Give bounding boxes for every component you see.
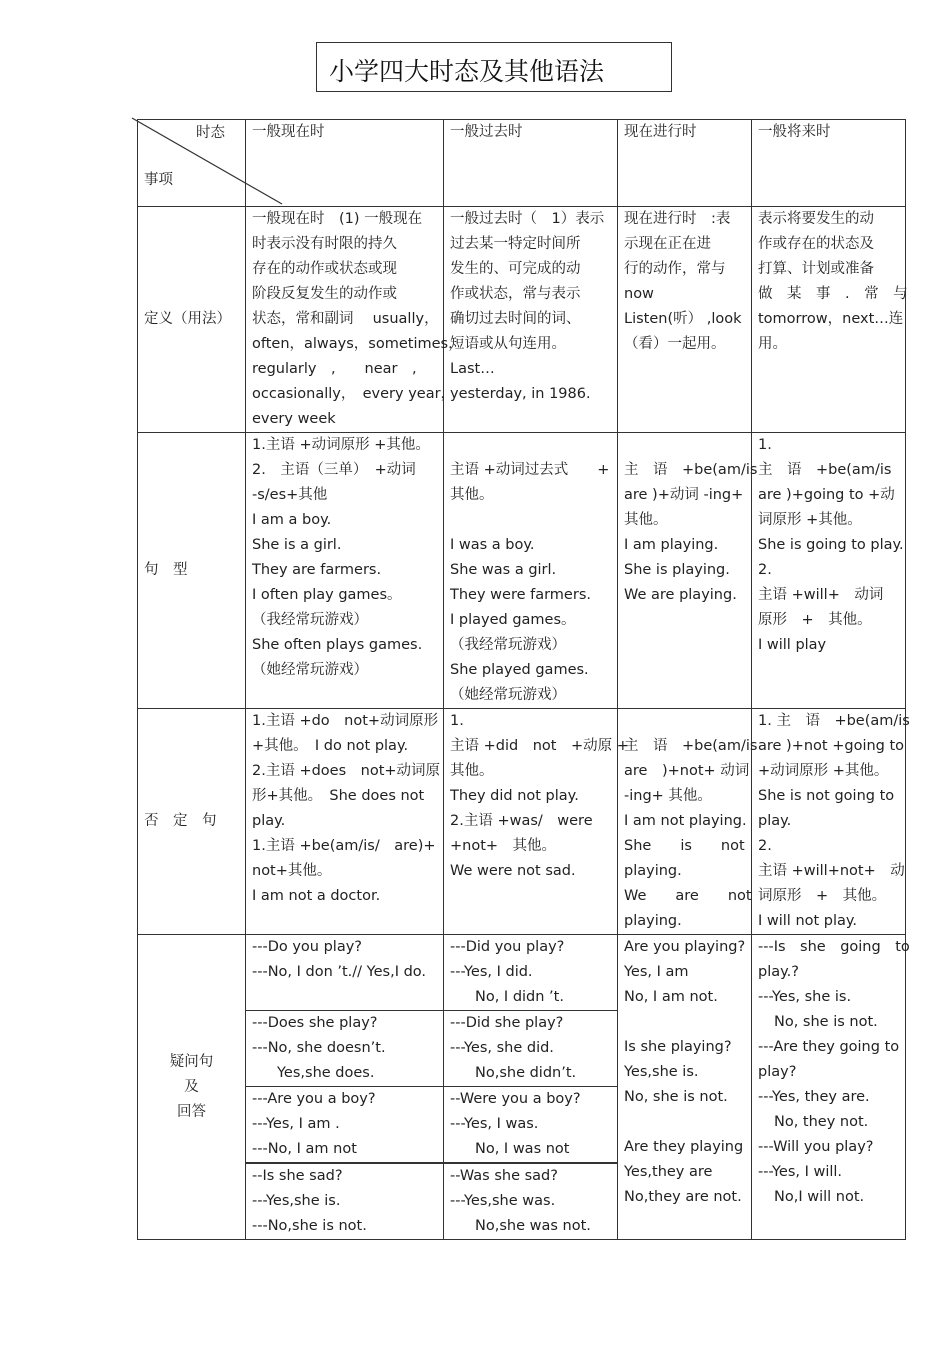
qa-line: --Was she sad? — [450, 1168, 558, 1184]
definition-past — [444, 207, 618, 433]
cell-line: 过去某一特定时间所 — [450, 236, 581, 252]
qa-line: ---Yes, I was. — [450, 1116, 539, 1132]
cell-line: She is a girl. — [252, 537, 342, 553]
cell-line: +动词原形 +其他。 — [758, 763, 889, 779]
qa-line: No, I was not — [475, 1141, 570, 1157]
cell-line — [624, 1010, 745, 1035]
cell-line: ---Yes, I will. — [758, 1164, 843, 1180]
qa-line: ---Did you play? — [450, 939, 565, 955]
cell-line: I played games。 — [450, 612, 576, 628]
definition-row — [138, 207, 906, 433]
question-label-line: 及 — [184, 1078, 199, 1095]
qa-line: No,she was not. — [475, 1218, 591, 1234]
cell-line: play? — [758, 1064, 797, 1080]
cell-line: 示现在正在进 — [624, 236, 711, 252]
cell-line: They did not play. — [450, 788, 579, 804]
cell-line: 一般过去时（ 1）表示 — [450, 211, 605, 227]
cell-line: 2.主语 +was/ were — [450, 813, 593, 829]
cell-line: She was a girl. — [450, 562, 557, 578]
cell-line: 其他。 — [624, 512, 668, 528]
cell-line: +其他。 I do not play. — [252, 738, 409, 754]
cell-line: 短语或从句连用。 — [450, 336, 566, 352]
qa-line: ---Yes, I am . — [252, 1116, 340, 1132]
corner-top-label: 时态 — [196, 125, 225, 141]
negative-present — [246, 709, 444, 935]
cell-line: 2. — [758, 838, 772, 854]
cell-line — [624, 433, 745, 458]
cell-line: ---Will you play? — [758, 1139, 874, 1155]
definition-label: 定义（用法） — [138, 207, 246, 433]
cell-line: She is not — [624, 838, 745, 854]
pattern-future — [752, 433, 906, 709]
qa-line: ---Did she play? — [450, 1015, 564, 1031]
negative-progressive — [618, 709, 758, 935]
question-label-line: 疑问句 — [169, 1053, 214, 1070]
cell-line: 1.主语 +动词原形 +其他。 — [252, 437, 430, 453]
cell-line: 2. — [758, 562, 772, 578]
question-label-line: 回答 — [177, 1103, 206, 1120]
negative-label: 否 定 句 — [138, 709, 246, 935]
cell-line: 形+其他。 She does not — [252, 788, 425, 804]
cell-line — [624, 709, 745, 734]
cell-line: I will play — [758, 637, 827, 653]
cell-line — [450, 433, 611, 458]
cell-line: （她经常玩游戏） — [252, 662, 368, 678]
definition-present — [246, 207, 463, 433]
cell-line: are )+not +going to — [758, 738, 905, 754]
cell-line: We were not sad. — [450, 863, 576, 879]
cell-line: play.? — [758, 964, 799, 980]
cell-line: She played games. — [450, 662, 589, 678]
qa-line: --Were you a boy? — [450, 1091, 581, 1107]
cell-line: 其他。 — [450, 763, 494, 779]
negative-past — [444, 709, 629, 935]
cell-line: Yes, I am — [624, 964, 689, 980]
cell-line: 一般现在时 (1) 一般现在 — [252, 211, 423, 227]
cell-line: No,I will not. — [774, 1189, 865, 1205]
cell-line: are )+not+ 动词 — [624, 763, 750, 779]
cell-line: yesterday, in 1986. — [450, 386, 591, 402]
cell-line — [624, 1110, 745, 1135]
cell-line: regularly , near , — [252, 361, 417, 377]
cell-line: ---Yes, she is. — [758, 989, 852, 1005]
cell-line: 主语 +动词过去式 + — [450, 462, 610, 478]
qa-line: ---No, she doesn’t. — [252, 1040, 386, 1056]
qa-line: ---Yes,she is. — [252, 1193, 341, 1209]
cell-line: （她经常玩游戏） — [450, 687, 566, 703]
question-past — [444, 935, 618, 1240]
cell-line — [450, 508, 611, 533]
qa-line: ---Are you a boy? — [252, 1091, 376, 1107]
cell-line: I am not playing. — [624, 813, 747, 829]
question-label — [138, 935, 246, 1240]
cell-line: 词原形 + 其他。 — [758, 888, 887, 904]
cell-line: She is playing. — [624, 562, 730, 578]
cell-line: play. — [758, 813, 792, 829]
pattern-present — [246, 433, 444, 709]
qa-line: ---Do you play? — [252, 939, 362, 955]
cell-line: Yes,she is. — [624, 1064, 699, 1080]
cell-line: 1. — [450, 713, 464, 729]
blank-line — [252, 985, 437, 1010]
header-past: 一般过去时 — [444, 120, 618, 207]
cell-line: 1. — [758, 437, 772, 453]
cell-line: She often plays games. — [252, 637, 423, 653]
cell-line: playing. — [624, 863, 682, 879]
cell-line: We are not — [624, 888, 752, 904]
cell-line: not+其他。 — [252, 863, 332, 879]
header-row — [138, 120, 906, 207]
cell-line: I am a boy. — [252, 512, 332, 528]
title-box — [316, 42, 672, 92]
cell-line: 原形 + 其他。 — [758, 612, 872, 628]
cell-line: 确切过去时间的词、 — [450, 311, 581, 327]
cell-line: 其他。 — [450, 487, 494, 503]
cell-line: 词原形 +其他。 — [758, 512, 862, 528]
cell-line: are )+动词 -ing+ — [624, 487, 744, 503]
cell-line: occasionally， every year， — [252, 386, 456, 402]
negative-row — [138, 709, 906, 935]
grammar-table — [137, 119, 910, 1240]
header-progressive: 现在进行时 — [618, 120, 752, 207]
cell-line: 主 语 +be(am/is — [624, 462, 758, 478]
cell-line: 行的动作，常与 — [624, 261, 726, 277]
cell-line: （我经常玩游戏） — [450, 637, 566, 653]
qa-line: ---No, I don ’t.// Yes,I do. — [252, 964, 427, 980]
cell-line: We are playing. — [624, 587, 737, 603]
cell-line: 时表示没有时限的持久 — [252, 236, 397, 252]
cell-line: ---Is she going to — [758, 939, 910, 955]
cell-line: 1.主语 +be(am/is/ are)+ — [252, 838, 436, 854]
cell-line: Yes,they are — [624, 1164, 713, 1180]
cell-line: -s/es+其他 — [252, 487, 328, 503]
cell-line: 做 某 事 . 常 与 — [758, 286, 908, 302]
cell-line: are )+going to +动 — [758, 487, 895, 503]
cell-line: 主语 +will+ 动词 — [758, 587, 884, 603]
cell-line: I often play games。 — [252, 587, 402, 603]
qa-line: --Is she sad? — [252, 1168, 343, 1184]
cell-line: （我经常玩游戏） — [252, 612, 368, 628]
pattern-row — [138, 433, 906, 709]
cell-line: 阶段反复发生的动作或 — [252, 286, 397, 302]
qa-line: ---Yes, she did. — [450, 1040, 554, 1056]
cell-line: 表示将要发生的动 — [758, 211, 874, 227]
cell-line: They are farmers. — [252, 562, 382, 578]
cell-line: 作或状态，常与表示 — [450, 286, 581, 302]
cell-line: 打算、计划或准备 — [758, 261, 874, 277]
cell-line: 1.主语 +do not+动词原形 — [252, 713, 439, 729]
qa-line: No,she didn’t. — [475, 1065, 577, 1081]
corner-cell — [138, 120, 246, 207]
qa-line: ---No, I am not — [252, 1141, 357, 1157]
question-progressive — [618, 935, 752, 1240]
cell-line: +not+ 其他。 — [450, 838, 557, 854]
cell-line: 主语 +did not +动原 + — [450, 738, 629, 754]
cell-line: I am not a doctor. — [252, 888, 381, 904]
cell-line: tomorrow，next…连 — [758, 311, 904, 327]
pattern-past — [444, 433, 618, 709]
corner-bottom-label: 事项 — [144, 172, 173, 188]
cell-line: Listen(听） ,look — [624, 311, 742, 327]
cell-line: Is she playing? — [624, 1039, 732, 1055]
definition-progressive — [618, 207, 752, 433]
question-row — [138, 935, 906, 1240]
cell-line: 1. 主 语 +be(am/is — [758, 713, 910, 729]
cell-line: They were farmers. — [450, 587, 591, 603]
pattern-progressive — [618, 433, 758, 709]
cell-line: 主 语 +be(am/is — [624, 738, 758, 754]
cell-line: I was a boy. — [450, 537, 535, 553]
cell-line: ---Yes, they are. — [758, 1089, 870, 1105]
cell-line: No, she is not. — [774, 1014, 878, 1030]
cell-line: Are you playing? — [624, 939, 746, 955]
qa-line: No, I didn ’t. — [475, 989, 564, 1005]
cell-line: No, they not. — [774, 1114, 869, 1130]
cell-line: 主语 +will+not+ 动 — [758, 863, 905, 879]
cell-line: -ing+ 其他。 — [624, 788, 712, 804]
cell-line: No, I am not. — [624, 989, 718, 1005]
negative-future — [752, 709, 910, 935]
pattern-label: 句 型 — [138, 433, 246, 709]
question-present — [246, 935, 444, 1240]
qa-line: ---No,she is not. — [252, 1218, 367, 1234]
cell-line: 存在的动作或状态或现 — [252, 261, 397, 277]
qa-line: Yes,she does. — [277, 1065, 375, 1081]
question-future — [752, 935, 910, 1240]
cell-line: 发生的、可完成的动 — [450, 261, 581, 277]
cell-line: 状态，常和副词 usually， — [252, 311, 439, 327]
page-title: 小学四大时态及其他语法 — [329, 57, 605, 86]
cell-line: 主 语 +be(am/is — [758, 462, 892, 478]
cell-line: No,they are not. — [624, 1189, 742, 1205]
definition-future — [752, 207, 906, 433]
cell-line: play. — [252, 813, 286, 829]
cell-line: Last… — [450, 361, 495, 377]
header-present: 一般现在时 — [246, 120, 444, 207]
cell-line: playing. — [624, 913, 682, 929]
cell-line: 现在进行时 :表 — [624, 211, 731, 227]
cell-line: 2. 主语（三单） +动词 — [252, 462, 416, 478]
qa-line: ---Does she play? — [252, 1015, 378, 1031]
cell-line: every week — [252, 411, 336, 427]
header-future: 一般将来时 — [752, 120, 906, 207]
cell-line: ---Are they going to — [758, 1039, 900, 1055]
cell-line: 作或存在的状态及 — [758, 236, 874, 252]
cell-line: She is going to play. — [758, 537, 904, 553]
cell-line: She is not going to — [758, 788, 895, 804]
cell-line: （看）一起用。 — [624, 336, 726, 352]
qa-line: ---Yes, I did. — [450, 964, 533, 980]
cell-line: I will not play. — [758, 913, 858, 929]
qa-line: ---Yes,she was. — [450, 1193, 556, 1209]
cell-line: 2.主语 +does not+动词原 — [252, 763, 441, 779]
cell-line: 用。 — [758, 336, 787, 352]
cell-line: No, she is not. — [624, 1089, 728, 1105]
cell-line: Are they playing — [624, 1139, 744, 1155]
cell-line: I am playing. — [624, 537, 719, 553]
cell-line: now — [624, 286, 654, 302]
cell-line: often，always，sometimes， — [252, 336, 463, 352]
